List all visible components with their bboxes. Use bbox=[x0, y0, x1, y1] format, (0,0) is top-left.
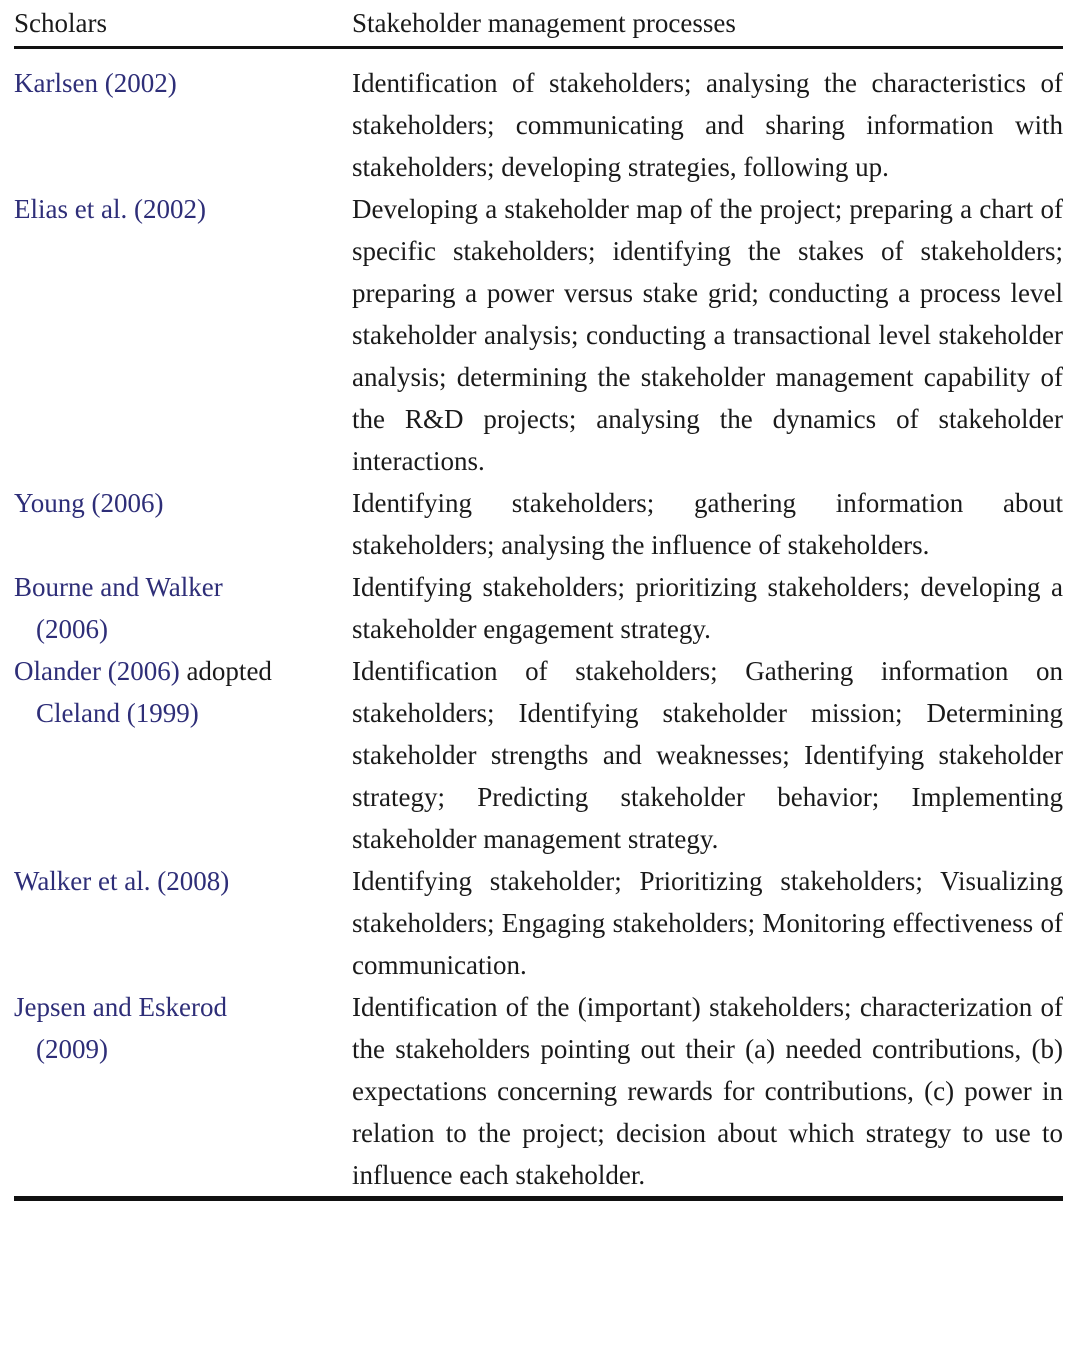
scholar-citation: Walker et al. (2008) bbox=[14, 866, 230, 896]
table-row bbox=[14, 48, 1063, 189]
column-header-processes: Stakeholder management processes bbox=[352, 8, 736, 38]
processes-text: Identification of the (important) stakeholders; characterization of the stakeholders pointing out their (a) needed contributions, (b) expectations concerning rewards for contributions, (c) power in relation to the project; decision about which strategy to use to influence each stakeholder. bbox=[352, 992, 1063, 1190]
cell-scholar bbox=[14, 650, 350, 860]
cell-processes bbox=[350, 188, 1063, 482]
scholar-citation-suffix: adopted bbox=[179, 656, 272, 686]
scholar-citation: Young (2006) bbox=[14, 488, 164, 518]
processes-text: Identifying stakeholder; Prioritizing stakeholders; Visualizing stakeholders; Engaging stakeholders; Monitoring effectiveness of communication. bbox=[352, 866, 1063, 980]
stakeholder-management-table bbox=[14, 0, 1063, 1203]
cell-processes bbox=[350, 482, 1063, 566]
scholar-citation-second-line: (2009) bbox=[36, 1034, 108, 1064]
cell-scholar bbox=[14, 482, 350, 566]
processes-text: Identification of stakeholders; analysing the characteristics of stakeholders; communicating and sharing information with stakeholders; developing strategies, following up. bbox=[352, 68, 1063, 182]
cell-processes bbox=[350, 566, 1063, 650]
scholar-citation-second-line: (2006) bbox=[36, 614, 108, 644]
cell-scholar bbox=[14, 986, 350, 1199]
table-row bbox=[14, 482, 1063, 566]
table-row bbox=[14, 986, 1063, 1199]
footer-rule-row bbox=[14, 1199, 1063, 1204]
table-header bbox=[14, 0, 1063, 48]
table-row bbox=[14, 650, 1063, 860]
table-row bbox=[14, 188, 1063, 482]
cell-scholar bbox=[14, 566, 350, 650]
cell-processes bbox=[350, 860, 1063, 986]
scholar-citation: Bourne and Walker bbox=[14, 572, 223, 602]
cell-processes bbox=[350, 986, 1063, 1199]
cell-processes bbox=[350, 650, 1063, 860]
header-row bbox=[14, 0, 1063, 46]
cell-processes bbox=[350, 48, 1063, 189]
table-footer bbox=[14, 1199, 1063, 1204]
scholar-citation: Olander (2006) bbox=[14, 656, 180, 686]
scholar-citation: Elias et al. (2002) bbox=[14, 194, 206, 224]
scholar-citation: Karlsen (2002) bbox=[14, 68, 177, 98]
processes-text: Identifying stakeholders; prioritizing stakeholders; developing a stakeholder engagement strategy. bbox=[352, 572, 1063, 644]
cell-scholar bbox=[14, 48, 350, 189]
table-bottom-rule bbox=[14, 1199, 1063, 1204]
cell-scholar bbox=[14, 860, 350, 986]
scholar-citation: Jepsen and Eskerod bbox=[14, 992, 227, 1022]
table-row bbox=[14, 860, 1063, 986]
processes-text: Developing a stakeholder map of the project; preparing a chart of specific stakeholders; identifying the stakes of stakeholders; preparing a power versus stake grid; conducting a process level stakeholder analysis; conducting a transactional level stakeholder analysis; determining the stakeholder management capability of the R&D projects; analysing the dynamics of stakeholder interactions. bbox=[352, 194, 1063, 476]
processes-text: Identification of stakeholders; Gathering information on stakeholders; Identifying stakeholder mission; Determining stakeholder strengths and weaknesses; Identifying stakeholder strategy; Predicting stakeholder behavior; Implementing stakeholder management strategy. bbox=[352, 656, 1063, 854]
cell-scholar bbox=[14, 188, 350, 482]
processes-text: Identifying stakeholders; gathering information about stakeholders; analysing the influence of stakeholders. bbox=[352, 488, 1063, 560]
column-header-scholars: Scholars bbox=[14, 8, 107, 38]
table-row bbox=[14, 566, 1063, 650]
scholar-citation-second-line: Cleland (1999) bbox=[36, 698, 199, 728]
table-body bbox=[14, 48, 1063, 1199]
